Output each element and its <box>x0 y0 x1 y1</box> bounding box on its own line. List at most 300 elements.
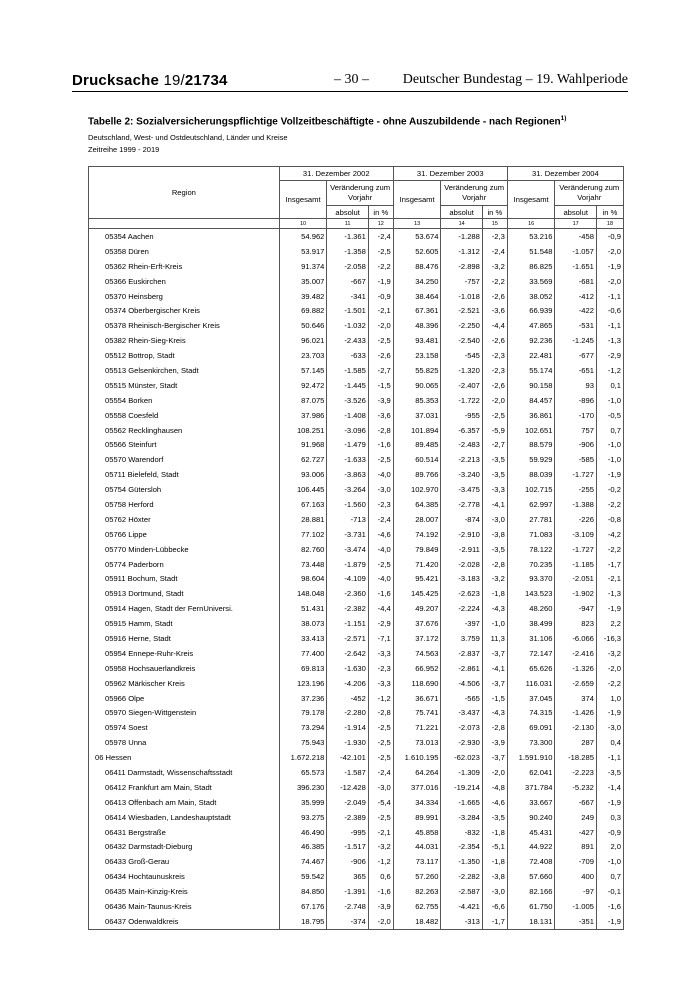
value-cell: 371.784 <box>507 780 555 795</box>
value-cell: -1.501 <box>327 303 368 318</box>
value-cell: -1.358 <box>327 244 368 259</box>
value-cell: 70.235 <box>507 557 555 572</box>
value-cell: 57.260 <box>393 869 441 884</box>
region-cell: 05958 Hochsauerlandkreis <box>89 661 280 676</box>
value-cell: -1.633 <box>327 452 368 467</box>
value-cell: -2,3 <box>368 661 393 676</box>
col-prozent: in % <box>482 206 507 219</box>
value-cell: 69.882 <box>279 303 327 318</box>
value-cell: 91.968 <box>279 437 327 452</box>
value-cell: -0,6 <box>596 303 623 318</box>
value-cell: -681 <box>555 274 596 289</box>
data-table <box>88 166 624 930</box>
value-cell: -3.475 <box>441 482 482 497</box>
value-cell: -2,5 <box>368 810 393 825</box>
value-cell: -2,1 <box>596 571 623 586</box>
table-row <box>89 378 624 393</box>
value-cell: 36.671 <box>393 691 441 706</box>
value-cell: -458 <box>555 229 596 244</box>
table-row <box>89 676 624 691</box>
value-cell: 54.962 <box>279 229 327 244</box>
col-number-blank <box>89 219 280 229</box>
value-cell: 1,0 <box>596 691 623 706</box>
value-cell: -3,3 <box>482 482 507 497</box>
value-cell: 74.315 <box>507 706 555 721</box>
value-cell: 71.420 <box>393 557 441 572</box>
region-cell: 05762 Höxter <box>89 512 280 527</box>
value-cell: -709 <box>555 854 596 869</box>
value-cell: 65.573 <box>279 765 327 780</box>
table-row <box>89 840 624 855</box>
value-cell: 101.894 <box>393 423 441 438</box>
value-cell: -1.560 <box>327 497 368 512</box>
value-cell: -2,7 <box>368 363 393 378</box>
value-cell: -2.223 <box>555 765 596 780</box>
col-number: 13 <box>393 219 441 229</box>
value-cell: -3.731 <box>327 527 368 542</box>
year-header: 31. Dezember 2004 <box>507 167 623 181</box>
value-cell: 0,4 <box>596 735 623 750</box>
value-cell: -2,5 <box>368 735 393 750</box>
title-footnote: 1) <box>560 115 567 122</box>
header-rule <box>72 91 628 92</box>
value-cell: 44.922 <box>507 840 555 855</box>
value-cell: 73.300 <box>507 735 555 750</box>
value-cell: 249 <box>555 810 596 825</box>
value-cell: -0,1 <box>596 884 623 899</box>
value-cell: -1,2 <box>368 854 393 869</box>
value-cell: -3,6 <box>368 408 393 423</box>
doc-label: Drucksache <box>72 72 160 89</box>
value-cell: 48.396 <box>393 318 441 333</box>
col-veraenderung: Veränderung zum Vorjahr <box>555 181 624 206</box>
value-cell: -397 <box>441 616 482 631</box>
value-cell: -4,0 <box>368 467 393 482</box>
region-cell: 05513 Gelsenkirchen, Stadt <box>89 363 280 378</box>
value-cell: -1,9 <box>596 601 623 616</box>
value-cell: 78.122 <box>507 542 555 557</box>
table-row <box>89 244 624 259</box>
value-cell: -2,5 <box>368 720 393 735</box>
value-cell: -832 <box>441 825 482 840</box>
value-cell: -1.408 <box>327 408 368 423</box>
table-row <box>89 780 624 795</box>
value-cell: 36.861 <box>507 408 555 423</box>
value-cell: -2,2 <box>596 542 623 557</box>
value-cell: 38.464 <box>393 289 441 304</box>
col-number: 15 <box>482 219 507 229</box>
value-cell: -226 <box>555 512 596 527</box>
value-cell: 45.431 <box>507 825 555 840</box>
value-cell: 88.039 <box>507 467 555 482</box>
value-cell: -1.727 <box>555 467 596 482</box>
value-cell: 79.178 <box>279 706 327 721</box>
region-cell: 05978 Unna <box>89 735 280 750</box>
value-cell: -667 <box>327 274 368 289</box>
value-cell: -3,2 <box>482 571 507 586</box>
value-cell: 64.385 <box>393 497 441 512</box>
value-cell: 79.849 <box>393 542 441 557</box>
value-cell: -757 <box>441 274 482 289</box>
value-cell: 396.230 <box>279 780 327 795</box>
value-cell: 74.563 <box>393 646 441 661</box>
value-cell: -351 <box>555 914 596 929</box>
value-cell: -1,1 <box>596 318 623 333</box>
value-cell: 23.158 <box>393 348 441 363</box>
value-cell: -1,9 <box>596 795 623 810</box>
value-cell: -1,2 <box>596 363 623 378</box>
value-cell: -412 <box>555 289 596 304</box>
value-cell: 1.591.910 <box>507 750 555 765</box>
value-cell: -1,0 <box>596 854 623 869</box>
value-cell: -2,0 <box>596 274 623 289</box>
value-cell: 95.421 <box>393 571 441 586</box>
value-cell: 37.172 <box>393 631 441 646</box>
value-cell: -2.389 <box>327 810 368 825</box>
value-cell: -2,3 <box>368 497 393 512</box>
value-cell: -1.032 <box>327 318 368 333</box>
value-cell: -16,3 <box>596 631 623 646</box>
value-cell: -531 <box>555 318 596 333</box>
region-cell: 05515 Münster, Stadt <box>89 378 280 393</box>
value-cell: 87.075 <box>279 393 327 408</box>
value-cell: 90.240 <box>507 810 555 825</box>
value-cell: -3,3 <box>368 676 393 691</box>
value-cell: 0,7 <box>596 423 623 438</box>
value-cell: -0,9 <box>368 289 393 304</box>
value-cell: 23.703 <box>279 348 327 363</box>
value-cell: -0,9 <box>596 825 623 840</box>
value-cell: -3,0 <box>368 780 393 795</box>
table-row <box>89 646 624 661</box>
value-cell: -565 <box>441 691 482 706</box>
value-cell: -4,6 <box>368 527 393 542</box>
table-row <box>89 869 624 884</box>
value-cell: -667 <box>555 795 596 810</box>
region-cell: 05915 Hamm, Stadt <box>89 616 280 631</box>
value-cell: -1.722 <box>441 393 482 408</box>
table-row <box>89 289 624 304</box>
table-row <box>89 884 624 899</box>
value-cell: -2,5 <box>368 333 393 348</box>
table-row <box>89 825 624 840</box>
col-prozent: in % <box>596 206 623 219</box>
table-row <box>89 795 624 810</box>
value-cell: -1,9 <box>596 914 623 929</box>
value-cell: -2.910 <box>441 527 482 542</box>
value-cell: 46.490 <box>279 825 327 840</box>
value-cell: -0,2 <box>596 482 623 497</box>
value-cell: -1.479 <box>327 437 368 452</box>
table-row <box>89 333 624 348</box>
value-cell: 96.021 <box>279 333 327 348</box>
value-cell: -995 <box>327 825 368 840</box>
value-cell: -3,5 <box>482 467 507 482</box>
table-row <box>89 706 624 721</box>
value-cell: 98.604 <box>279 571 327 586</box>
col-number: 17 <box>555 219 596 229</box>
value-cell: -2,4 <box>368 512 393 527</box>
value-cell: -2.407 <box>441 378 482 393</box>
value-cell: -585 <box>555 452 596 467</box>
value-cell: 59.542 <box>279 869 327 884</box>
value-cell: 51.548 <box>507 244 555 259</box>
table-row <box>89 586 624 601</box>
value-cell: -545 <box>441 348 482 363</box>
region-cell: 05966 Olpe <box>89 691 280 706</box>
value-cell: -2.837 <box>441 646 482 661</box>
table-row <box>89 810 624 825</box>
value-cell: -3,8 <box>482 527 507 542</box>
value-cell: -2.058 <box>327 259 368 274</box>
value-cell: -1.309 <box>441 765 482 780</box>
value-cell: -1.665 <box>441 795 482 810</box>
value-cell: 33.413 <box>279 631 327 646</box>
table-row <box>89 467 624 482</box>
value-cell: 37.236 <box>279 691 327 706</box>
value-cell: 891 <box>555 840 596 855</box>
region-cell: 05554 Borken <box>89 393 280 408</box>
table-row <box>89 437 624 452</box>
value-cell: -1,5 <box>482 691 507 706</box>
value-cell: 3.759 <box>441 631 482 646</box>
value-cell: -1.517 <box>327 840 368 855</box>
table-body <box>89 229 624 930</box>
value-cell: 102.970 <box>393 482 441 497</box>
col-number: 10 <box>279 219 327 229</box>
value-cell: -2,4 <box>368 229 393 244</box>
region-cell: 05354 Aachen <box>89 229 280 244</box>
value-cell: 1.610.195 <box>393 750 441 765</box>
value-cell: 39.482 <box>279 289 327 304</box>
value-cell: 73.117 <box>393 854 441 869</box>
value-cell: -42.101 <box>327 750 368 765</box>
value-cell: -1.350 <box>441 854 482 869</box>
value-cell: -2,7 <box>482 437 507 452</box>
value-cell: 1.672.218 <box>279 750 327 765</box>
value-cell: -1.587 <box>327 765 368 780</box>
table-row <box>89 571 624 586</box>
table-row <box>89 616 624 631</box>
value-cell: -2.861 <box>441 661 482 676</box>
value-cell: 90.065 <box>393 378 441 393</box>
value-cell: -3.096 <box>327 423 368 438</box>
value-cell: 374 <box>555 691 596 706</box>
value-cell: -4,6 <box>482 795 507 810</box>
value-cell: 0,3 <box>596 810 623 825</box>
value-cell: 65.626 <box>507 661 555 676</box>
value-cell: -3,0 <box>596 720 623 735</box>
value-cell: 148.048 <box>279 586 327 601</box>
table-row <box>89 229 624 244</box>
value-cell: 0,1 <box>596 378 623 393</box>
col-absolut: absolut <box>327 206 368 219</box>
value-cell: -2,8 <box>482 720 507 735</box>
value-cell: -2.571 <box>327 631 368 646</box>
col-absolut: absolut <box>441 206 482 219</box>
value-cell: -2,5 <box>368 750 393 765</box>
value-cell: 61.750 <box>507 899 555 914</box>
region-cell: 05370 Heinsberg <box>89 289 280 304</box>
value-cell: 71.083 <box>507 527 555 542</box>
value-cell: -3.437 <box>441 706 482 721</box>
value-cell: -3,9 <box>368 899 393 914</box>
value-cell: -1,8 <box>482 586 507 601</box>
value-cell: -1.388 <box>555 497 596 512</box>
value-cell: 74.467 <box>279 854 327 869</box>
value-cell: -3,2 <box>596 646 623 661</box>
value-cell: 143.523 <box>507 586 555 601</box>
table-row <box>89 259 624 274</box>
table-row <box>89 274 624 289</box>
value-cell: -5.232 <box>555 780 596 795</box>
col-insgesamt: Insgesamt <box>507 181 555 219</box>
value-cell: -1,9 <box>596 706 623 721</box>
value-cell: 0,6 <box>368 869 393 884</box>
value-cell: -3.526 <box>327 393 368 408</box>
value-cell: 47.865 <box>507 318 555 333</box>
col-insgesamt: Insgesamt <box>279 181 327 219</box>
region-cell: 05558 Coesfeld <box>89 408 280 423</box>
doc-period: 19/ <box>163 72 185 89</box>
region-cell: 06437 Odenwaldkreis <box>89 914 280 929</box>
value-cell: -633 <box>327 348 368 363</box>
value-cell: -1,0 <box>596 452 623 467</box>
value-cell: -1.630 <box>327 661 368 676</box>
value-cell: -1.018 <box>441 289 482 304</box>
table-row <box>89 601 624 616</box>
value-cell: -2,0 <box>368 318 393 333</box>
value-cell: 62.727 <box>279 452 327 467</box>
value-cell: -1.902 <box>555 586 596 601</box>
value-cell: -1.651 <box>555 259 596 274</box>
value-cell: 92.236 <box>507 333 555 348</box>
value-cell: -677 <box>555 348 596 363</box>
value-cell: 37.676 <box>393 616 441 631</box>
value-cell: -1,3 <box>596 333 623 348</box>
value-cell: 73.294 <box>279 720 327 735</box>
value-cell: 55.825 <box>393 363 441 378</box>
value-cell: 90.158 <box>507 378 555 393</box>
value-cell: 88.579 <box>507 437 555 452</box>
value-cell: 92.472 <box>279 378 327 393</box>
value-cell: -4.421 <box>441 899 482 914</box>
value-cell: -3,2 <box>368 840 393 855</box>
region-cell: 06414 Wiesbaden, Landeshauptstadt <box>89 810 280 825</box>
value-cell: -170 <box>555 408 596 423</box>
value-cell: -2,0 <box>368 914 393 929</box>
value-cell: -3.284 <box>441 810 482 825</box>
value-cell: -2,6 <box>482 378 507 393</box>
value-cell: 82.166 <box>507 884 555 899</box>
value-cell: 45.858 <box>393 825 441 840</box>
table-row <box>89 854 624 869</box>
value-cell: -1.445 <box>327 378 368 393</box>
value-cell: -3,2 <box>482 259 507 274</box>
value-cell: -374 <box>327 914 368 929</box>
col-veraenderung: Veränderung zum Vorjahr <box>327 181 393 206</box>
col-veraenderung: Veränderung zum Vorjahr <box>441 181 507 206</box>
region-cell: 06431 Bergstraße <box>89 825 280 840</box>
value-cell: -6.066 <box>555 631 596 646</box>
table-row <box>89 765 624 780</box>
region-cell: 06411 Darmstadt, Wissenschaftsstadt <box>89 765 280 780</box>
value-cell: 49.207 <box>393 601 441 616</box>
value-cell: 52.605 <box>393 244 441 259</box>
region-cell: 05962 Märkischer Kreis <box>89 676 280 691</box>
value-cell: -1,8 <box>482 854 507 869</box>
value-cell: -2.250 <box>441 318 482 333</box>
value-cell: 62.997 <box>507 497 555 512</box>
region-cell: 05362 Rhein-Erft-Kreis <box>89 259 280 274</box>
value-cell: 53.216 <box>507 229 555 244</box>
value-cell: -3,0 <box>482 512 507 527</box>
value-cell: -1.312 <box>441 244 482 259</box>
value-cell: -3,9 <box>368 393 393 408</box>
table-title <box>88 115 566 127</box>
value-cell: 116.031 <box>507 676 555 691</box>
region-cell: 06433 Groß-Gerau <box>89 854 280 869</box>
year-header: 31. Dezember 2002 <box>279 167 393 181</box>
value-cell: -3,3 <box>368 646 393 661</box>
region-cell: 05358 Düren <box>89 244 280 259</box>
value-cell: 38.499 <box>507 616 555 631</box>
value-cell: -3.109 <box>555 527 596 542</box>
value-cell: 34.334 <box>393 795 441 810</box>
value-cell: 53.674 <box>393 229 441 244</box>
value-cell: -906 <box>327 854 368 869</box>
value-cell: 33.569 <box>507 274 555 289</box>
table-row <box>89 497 624 512</box>
value-cell: -3,0 <box>482 884 507 899</box>
value-cell: -313 <box>441 914 482 929</box>
value-cell: 377.016 <box>393 780 441 795</box>
value-cell: -2.778 <box>441 497 482 512</box>
value-cell: -2.354 <box>441 840 482 855</box>
value-cell: -3,5 <box>596 765 623 780</box>
value-cell: -1,9 <box>368 274 393 289</box>
value-cell: -4,1 <box>482 661 507 676</box>
table-row <box>89 631 624 646</box>
value-cell: 37.986 <box>279 408 327 423</box>
value-cell: 75.741 <box>393 706 441 721</box>
value-cell: 37.031 <box>393 408 441 423</box>
table-row <box>89 408 624 423</box>
col-number: 12 <box>368 219 393 229</box>
table-row <box>89 691 624 706</box>
value-cell: -2,3 <box>482 348 507 363</box>
value-cell: -255 <box>555 482 596 497</box>
value-cell: -1.057 <box>555 244 596 259</box>
value-cell: -906 <box>555 437 596 452</box>
value-cell: -1,6 <box>368 437 393 452</box>
region-cell: 05374 Oberbergischer Kreis <box>89 303 280 318</box>
table-row <box>89 482 624 497</box>
value-cell: 823 <box>555 616 596 631</box>
value-cell: 28.007 <box>393 512 441 527</box>
value-cell: -2.073 <box>441 720 482 735</box>
value-cell: 757 <box>555 423 596 438</box>
value-cell: 38.073 <box>279 616 327 631</box>
value-cell: -1,7 <box>482 914 507 929</box>
value-cell: -2.623 <box>441 586 482 601</box>
value-cell: -1.185 <box>555 557 596 572</box>
value-cell: -2.911 <box>441 542 482 557</box>
value-cell: -1,8 <box>482 825 507 840</box>
value-cell: 22.481 <box>507 348 555 363</box>
value-cell: -422 <box>555 303 596 318</box>
value-cell: -2,0 <box>596 244 623 259</box>
